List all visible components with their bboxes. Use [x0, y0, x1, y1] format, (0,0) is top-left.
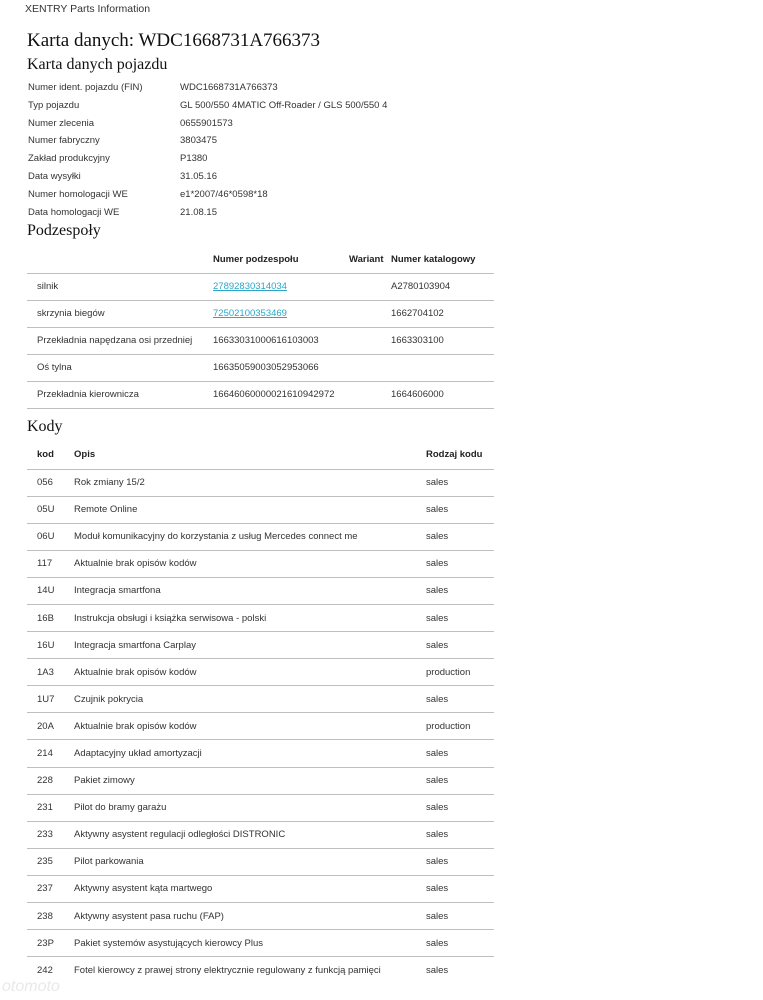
part-number-link[interactable]: 27892830314034 [213, 281, 287, 292]
part-number-link[interactable]: 72502100353469 [213, 308, 287, 319]
code-description-cell: Pilot parkowania [74, 856, 144, 868]
code-row [27, 604, 494, 631]
component-name-cell: Przekładnia kierownicza [37, 389, 139, 400]
component-row [27, 273, 494, 300]
code-type-cell: sales [426, 883, 449, 895]
col-header-description: Opis [74, 449, 96, 461]
code-type-cell: sales [426, 829, 449, 841]
component-part-number-cell [213, 273, 349, 300]
vehicle-data-label: Data wysyłki [28, 171, 81, 182]
components-header-row [27, 246, 494, 273]
code-description-cell: Pakiet systemów asystujących kierowcy Plus [74, 937, 264, 949]
code-description-cell: Aktualnie brak opisów kodów [74, 720, 197, 732]
vehicle-data-value: 31.05.16 [180, 171, 217, 182]
code-type-cell: production [426, 666, 471, 678]
vehicle-data-heading: Karta danych pojazdu [27, 56, 168, 73]
codes-header-row [27, 441, 494, 469]
code-row [27, 848, 494, 875]
component-part-number-cell: 16646060000021610942972 [213, 389, 335, 400]
vehicle-data-label: Numer homologacji WE [28, 188, 128, 200]
code-cell: 117 [37, 558, 53, 570]
component-part-number-cell: 16635059003052953066 [213, 362, 319, 373]
vehicle-data-label: Typ pojazdu [28, 99, 80, 111]
code-cell: 16U [37, 639, 55, 651]
code-row [27, 875, 494, 902]
vehicle-data-label: Data homologacji WE [28, 206, 120, 218]
component-name-cell: Przekładnia napędzana osi przedniej [37, 335, 193, 346]
code-type-cell: sales [426, 558, 449, 570]
code-row [27, 713, 494, 740]
code-row [27, 821, 494, 848]
component-part-number-cell: 16633031000616103003 [213, 335, 319, 346]
code-cell: 1U7 [37, 693, 55, 705]
code-cell: 231 [37, 802, 53, 814]
code-cell: 06U [37, 531, 55, 543]
code-description-cell: Aktualnie brak opisów kodów [74, 666, 197, 678]
code-description-cell: Fotel kierowcy z prawej strony elektrycznie regulowany z funkcją pamięci [74, 964, 381, 976]
code-type-cell: sales [426, 856, 449, 868]
vehicle-data-value: GL 500/550 4MATIC Off-Roader / GLS 500/550 4 [180, 99, 388, 111]
app-title: XENTRY Parts Information [25, 3, 151, 15]
code-description-cell: Czujnik pokrycia [74, 693, 144, 705]
code-description-cell: Pilot do bramy garażu [74, 802, 167, 814]
vehicle-data-value: P1380 [180, 153, 208, 165]
code-type-cell: sales [426, 910, 449, 922]
code-row [27, 957, 494, 984]
code-description-cell: Remote Online [74, 504, 138, 516]
code-cell: 228 [37, 775, 53, 787]
code-type-cell: sales [426, 964, 449, 976]
component-row [27, 381, 494, 408]
components-table [27, 246, 494, 409]
code-row [27, 794, 494, 821]
code-cell: 1A3 [37, 666, 54, 678]
code-type-cell: sales [426, 937, 449, 949]
code-row [27, 686, 494, 713]
code-description-cell: Moduł komunikacyjny do korzystania z usług Mercedes connect me [74, 531, 358, 543]
code-type-cell: sales [426, 775, 449, 787]
code-description-cell: Aktywny asystent kąta martwego [74, 883, 213, 895]
code-type-cell: sales [426, 585, 449, 597]
code-row [27, 767, 494, 794]
code-description-cell: Aktywny asystent pasa ruchu (FAP) [74, 910, 224, 922]
code-type-cell: sales [426, 693, 449, 705]
code-cell: 23P [37, 937, 54, 949]
code-description-cell: Pakiet zimowy [74, 775, 135, 787]
col-header-variant: Wariant [349, 253, 384, 265]
component-row [27, 300, 494, 327]
vehicle-data-value: 3803475 [180, 135, 217, 147]
code-cell: 14U [37, 585, 55, 597]
code-row [27, 632, 494, 659]
code-row [27, 659, 494, 686]
vehicle-data-label: Numer fabryczny [28, 135, 100, 147]
page-title: Karta danych: WDC1668731A766373 [27, 30, 321, 51]
code-type-cell: sales [426, 639, 449, 651]
code-row [27, 523, 494, 550]
col-header-code-type: Rodzaj kodu [426, 449, 483, 461]
code-cell: 235 [37, 856, 53, 868]
code-type-cell: sales [426, 477, 449, 489]
col-header-code: kod [37, 449, 54, 461]
col-header-catalog-number: Numer katalogowy [391, 253, 476, 265]
component-catalog-number-cell: A2780103904 [391, 281, 451, 292]
code-cell: 056 [37, 477, 53, 489]
component-variant-cell [349, 354, 391, 381]
code-row [27, 577, 494, 604]
code-type-cell: production [426, 720, 471, 732]
code-description-cell: Adaptacyjny układ amortyzacji [74, 747, 202, 759]
code-cell: 20A [37, 720, 54, 732]
code-row [27, 930, 494, 957]
component-variant-cell [349, 273, 391, 300]
code-row [27, 740, 494, 767]
code-type-cell: sales [426, 504, 449, 516]
vehicle-data-value: e1*2007/46*0598*18 [180, 188, 268, 200]
component-catalog-number-cell [391, 354, 494, 381]
component-row [27, 327, 494, 354]
code-cell: 237 [37, 883, 53, 895]
col-header-part-number: Numer podzespołu [213, 253, 299, 265]
code-cell: 238 [37, 910, 53, 922]
code-type-cell: sales [426, 531, 449, 543]
code-description-cell: Rok zmiany 15/2 [74, 477, 145, 489]
component-name-cell: silnik [37, 281, 59, 292]
code-description-cell: Instrukcja obsługi i książka serwisowa - polski [74, 612, 267, 624]
vehicle-data-label: Zakład produkcyjny [28, 153, 110, 165]
code-description-cell: Integracja smartfona Carplay [74, 639, 196, 651]
code-description-cell: Integracja smartfona [74, 585, 161, 597]
code-row [27, 550, 494, 577]
code-cell: 242 [37, 964, 53, 976]
components-heading: Podzespoły [27, 222, 101, 239]
component-catalog-number-cell: 1663303100 [391, 335, 444, 346]
component-part-number-cell [213, 300, 349, 327]
codes-table [27, 441, 494, 984]
component-catalog-number-cell: 1664606000 [391, 389, 444, 400]
watermark-logo: otomoto [2, 978, 60, 995]
code-description-cell: Aktywny asystent regulacji odległości DISTRONIC [74, 829, 286, 841]
code-cell: 214 [37, 747, 53, 759]
col-header-component [27, 246, 213, 273]
code-cell: 233 [37, 829, 53, 841]
code-row [27, 903, 494, 930]
vehicle-data-value: WDC1668731A766373 [180, 82, 278, 93]
vehicle-data-value: 0655901573 [180, 117, 233, 129]
code-cell: 16B [37, 612, 54, 624]
code-type-cell: sales [426, 612, 449, 624]
component-name-cell: skrzynia biegów [37, 308, 105, 319]
codes-heading: Kody [27, 418, 63, 435]
vehicle-data-value: 21.08.15 [180, 206, 217, 218]
code-row [27, 496, 494, 523]
vehicle-data-label: Numer ident. pojazdu (FIN) [28, 82, 143, 93]
code-type-cell: sales [426, 747, 449, 759]
code-cell: 05U [37, 504, 55, 516]
component-name-cell: Oś tylna [37, 362, 72, 373]
component-variant-cell [349, 300, 391, 327]
component-catalog-number-cell: 1662704102 [391, 308, 444, 319]
code-description-cell: Aktualnie brak opisów kodów [74, 558, 197, 570]
component-variant-cell [349, 381, 391, 408]
code-row [27, 469, 494, 496]
component-row [27, 354, 494, 381]
vehicle-data-label: Numer zlecenia [28, 117, 94, 129]
component-variant-cell [349, 327, 391, 354]
code-type-cell: sales [426, 802, 449, 814]
